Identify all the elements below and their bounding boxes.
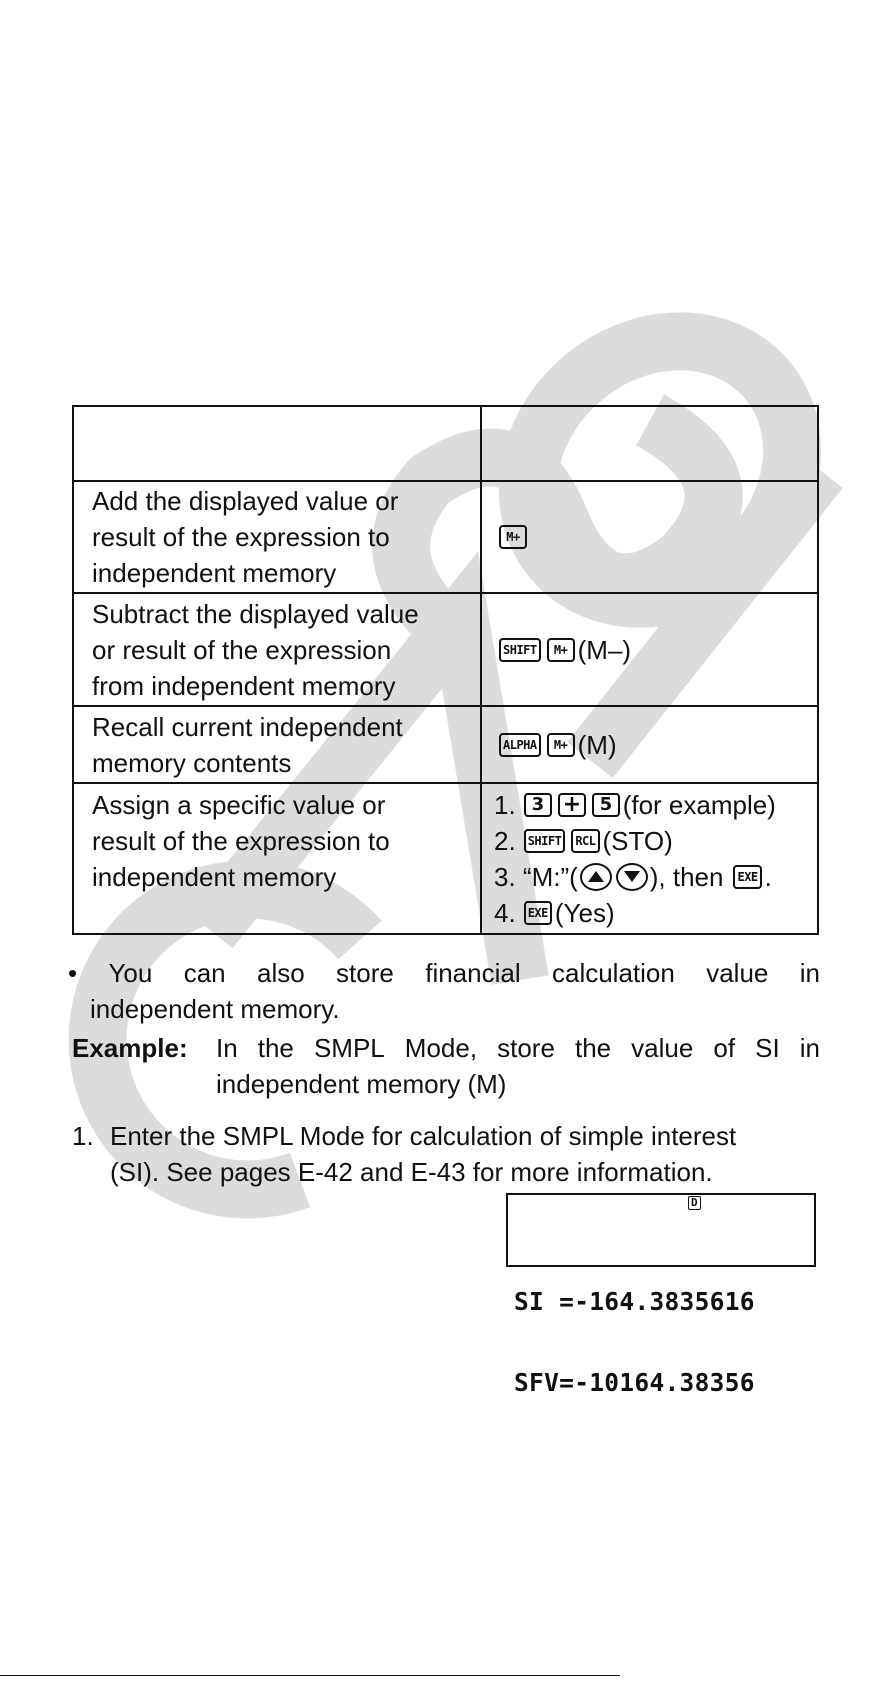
page-bottom-rule xyxy=(0,1675,620,1676)
key-note: (M–) xyxy=(577,634,632,665)
operation-line: Add the displayed value or xyxy=(92,486,399,516)
operation-line: Subtract the displayed value xyxy=(92,598,419,629)
m-plus-key-icon: M+ xyxy=(547,733,575,757)
table-header-row xyxy=(73,406,818,481)
exe-key-icon: EXE xyxy=(733,865,761,889)
operation-line: Assign a specific value or xyxy=(92,790,386,820)
cursor-down-key-icon xyxy=(616,863,648,891)
operation-line: independent memory xyxy=(92,862,337,892)
operation-line: from independent memory xyxy=(92,670,396,701)
operation-line: or result of the expression xyxy=(92,634,392,665)
display-line-2: SFV=-10164.38356 xyxy=(514,1368,755,1397)
key-note: (Yes) xyxy=(554,897,615,928)
key-note: (M) xyxy=(577,729,617,760)
plus-key-icon: + xyxy=(558,793,586,817)
step-number: 1. xyxy=(72,1121,94,1151)
operation-cell xyxy=(73,593,481,706)
keys-cell xyxy=(481,706,818,783)
shift-key-icon: SHIFT xyxy=(524,829,566,853)
table-row xyxy=(73,481,818,593)
operation-line: result of the expression to xyxy=(92,522,390,552)
key-note: (STO) xyxy=(602,825,673,856)
bullet-mark: • xyxy=(68,958,78,988)
key-step-2: 2. SHIFT RCL (STO) xyxy=(494,823,817,859)
operation-cell xyxy=(73,783,481,934)
header-keys xyxy=(481,406,818,481)
example-label: Example: xyxy=(72,1033,188,1063)
key-step-4: 4. EXE (Yes) xyxy=(494,895,817,931)
operation-line: independent memory xyxy=(92,558,337,588)
operation-line: result of the expression to xyxy=(92,826,390,856)
keys-cell xyxy=(481,783,818,934)
table-row xyxy=(73,706,818,783)
five-key-icon: 5 xyxy=(592,793,620,817)
display-line-1: SI =-164.3835616 xyxy=(514,1287,755,1316)
exe-key-icon: EXE xyxy=(524,901,552,925)
header-operation xyxy=(73,406,481,481)
step-1: 1. Enter the SMPL Mode for calculation of simple interest (SI). See pages E-42 and E-43 for more information. xyxy=(72,1118,822,1190)
m-plus-key-icon: M+ xyxy=(547,638,575,662)
three-key-icon: 3 xyxy=(524,793,552,817)
operation-cell xyxy=(73,481,481,593)
degree-indicator: D xyxy=(688,1196,701,1210)
key-step-3: 3. “M:”( ), then EXE . xyxy=(494,861,772,892)
operation-line: memory contents xyxy=(92,747,292,778)
key-note: (for example) xyxy=(622,789,776,820)
rcl-key-icon: RCL xyxy=(571,829,599,853)
alpha-key-icon: ALPHA xyxy=(499,733,541,757)
keys-cell xyxy=(481,593,818,706)
shift-key-icon: SHIFT xyxy=(499,638,541,662)
operation-cell xyxy=(73,706,481,783)
key-step-1: 1. 3 + 5 (for example) xyxy=(494,787,817,823)
bullet-note: • You can also store financial calculation value in independent memory. xyxy=(68,955,820,1027)
calculator-display xyxy=(506,1193,816,1397)
memory-operations-table xyxy=(72,405,819,935)
operation-line: Recall current independent xyxy=(92,711,403,742)
cursor-up-key-icon xyxy=(580,863,612,891)
keys-cell xyxy=(481,481,818,593)
example-block: Example: In the SMPL Mode, store the value of SI in independent memory (M) xyxy=(72,1030,820,1102)
table-row xyxy=(73,783,818,934)
table-row xyxy=(73,593,818,706)
m-plus-key-icon: M+ xyxy=(499,525,527,549)
